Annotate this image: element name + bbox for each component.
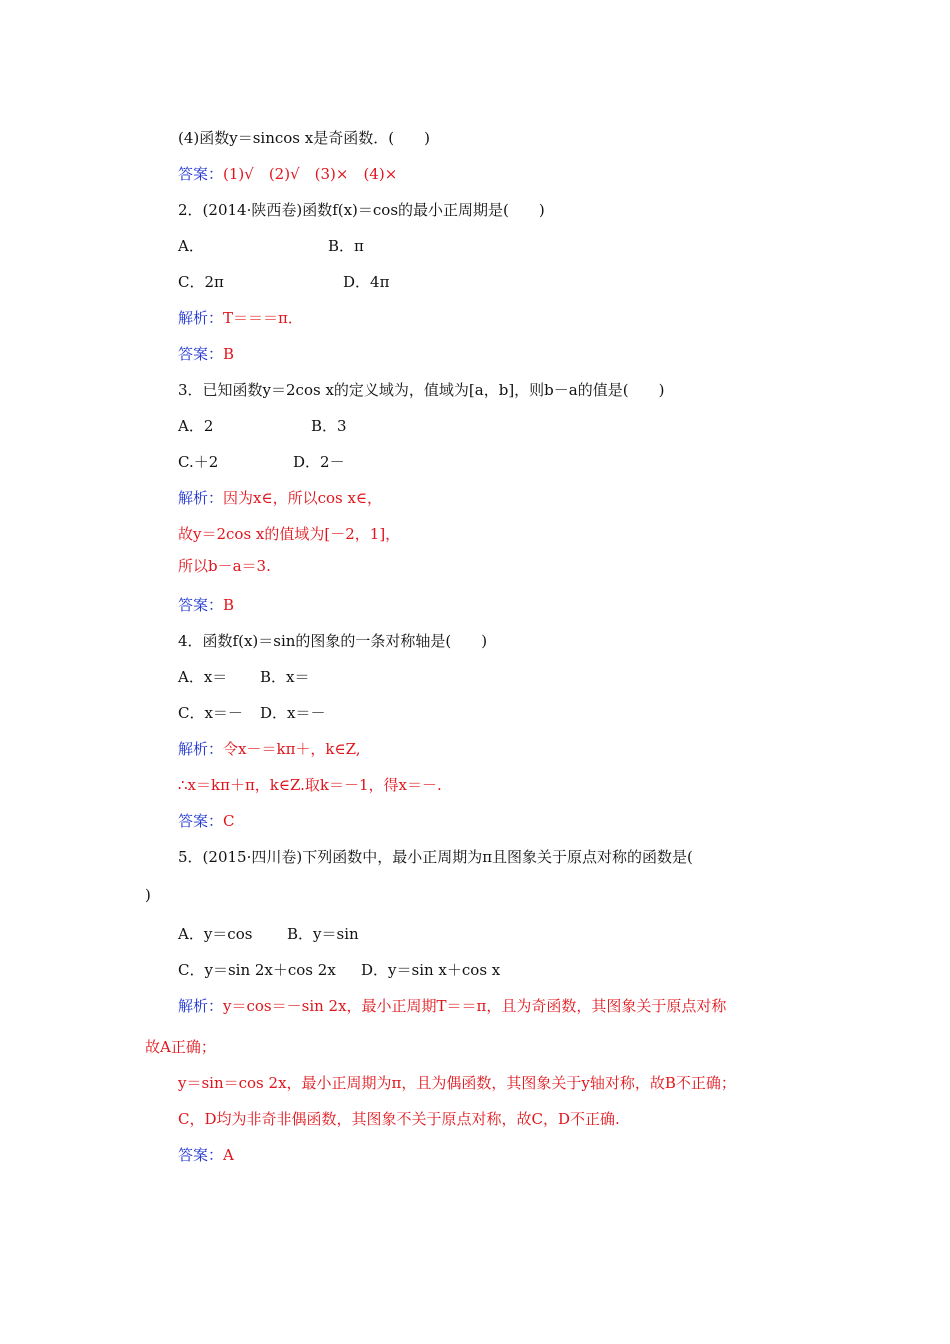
- question-2-answer: [178, 344, 234, 364]
- solution-label: 解析：: [178, 309, 224, 327]
- solution-label: 解析：: [178, 740, 224, 758]
- question-2-option-a: A．: [178, 237, 204, 255]
- answer-text: B: [223, 345, 235, 363]
- question-4-solution-line-2: ∴x＝kπ＋π，k∈Z.取k＝－1，得x＝－.: [178, 776, 442, 794]
- answer-1: [178, 164, 397, 184]
- question-4-option-a: A．x＝: [178, 668, 228, 686]
- answer-text: A: [223, 1146, 234, 1164]
- question-4-option-d: D．x＝－: [260, 704, 326, 722]
- solution-text: 令x－＝kπ＋，k∈Z,: [223, 740, 361, 758]
- question-5-stem-line-1: 5．(2015·四川卷)下列函数中，最小正周期为π且图象关于原点对称的函数是(: [178, 848, 693, 866]
- question-3-answer: [178, 595, 234, 615]
- answer-label: 答案：: [178, 345, 224, 363]
- question-3-option-c: C.＋2: [178, 453, 219, 471]
- solution-text: y＝cos＝－sin 2x，最小正周期T＝＝π，且为奇函数，其图象关于原点对称: [223, 997, 727, 1015]
- answer-label: 答案：: [178, 1146, 224, 1164]
- question-3-option-d: D．2－: [293, 453, 345, 471]
- question-4-stem: 4．函数f(x)＝sin的图象的一条对称轴是( ): [178, 632, 488, 650]
- question-5-option-b: B．y＝sin: [287, 925, 359, 943]
- question-5-solution-line-3: y＝sin＝cos 2x，最小正周期为π，且为偶函数，其图象关于y轴对称，故B不正确；: [178, 1074, 736, 1092]
- question-2-solution: [178, 308, 303, 328]
- solution-label: 解析：: [178, 489, 224, 507]
- question-3-solution-line-1: [178, 488, 382, 508]
- question-4-answer: [178, 811, 235, 831]
- question-1-item-4: (4)函数y＝sincos x是奇函数．( ): [178, 129, 430, 147]
- question-5-option-a: A．y＝cos: [178, 925, 253, 943]
- question-3-option-b: B．3: [311, 417, 347, 435]
- question-5-solution-line-2: 故A正确；: [145, 1038, 216, 1056]
- solution-text: 因为x∈，所以cos x∈，: [223, 489, 383, 507]
- question-5-option-c: C．y＝sin 2x＋cos 2x: [178, 961, 336, 979]
- question-2-option-c: C．2π: [178, 273, 224, 291]
- answer-label: 答案：: [178, 596, 224, 614]
- solution-label: 解析：: [178, 997, 224, 1015]
- question-2-stem: 2．(2014·陕西卷)函数f(x)＝cos的最小正周期是( ): [178, 201, 545, 219]
- question-5-stem-line-2: ): [145, 886, 151, 904]
- answer-text: B: [223, 596, 235, 614]
- question-5-solution-line-4: C，D均为非奇非偶函数，其图象不关于原点对称，故C，D不正确.: [178, 1110, 620, 1128]
- question-3-solution-line-3: 所以b－a＝3.: [178, 557, 271, 575]
- question-2-option-d: D．4π: [343, 273, 390, 291]
- answer-text: C: [223, 812, 235, 830]
- question-5-answer: [178, 1145, 234, 1165]
- question-3-option-a: A．2: [178, 417, 214, 435]
- answer-text: (1)√ (2)√ (3)× (4)×: [223, 165, 398, 183]
- answer-label: 答案：: [178, 165, 224, 183]
- question-4-option-b: B．x＝: [260, 668, 310, 686]
- question-2-option-b: B．π: [328, 237, 364, 255]
- question-3-stem: 3．已知函数y＝2cos x的定义域为，值域为[a，b]，则b－a的值是( ): [178, 381, 665, 399]
- question-5-option-d: D．y＝sin x＋cos x: [361, 961, 501, 979]
- answer-label: 答案：: [178, 812, 224, 830]
- question-4-solution-line-1: [178, 739, 361, 759]
- question-3-solution-line-2: 故y＝2cos x的值域为[－2，1]，: [178, 525, 401, 543]
- question-4-option-c: C．x＝－: [178, 704, 243, 722]
- solution-text: T＝＝＝π．: [223, 309, 303, 327]
- question-5-solution-line-1: [178, 996, 726, 1016]
